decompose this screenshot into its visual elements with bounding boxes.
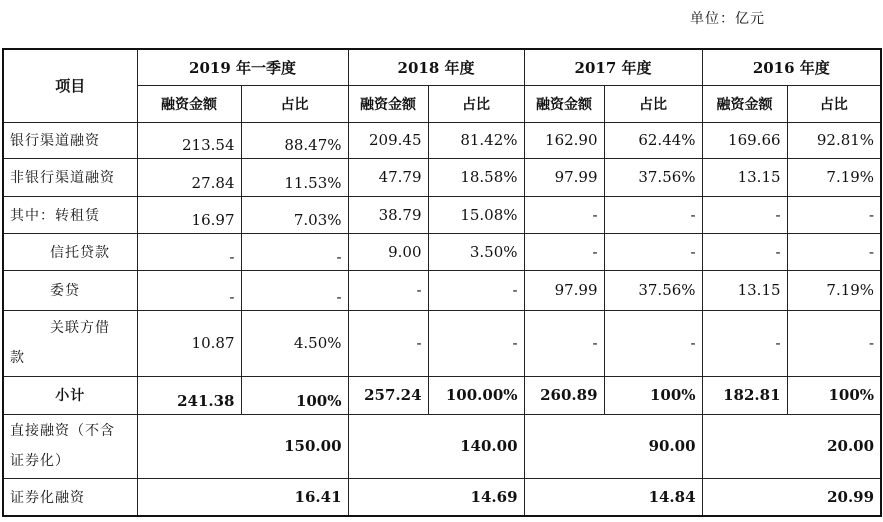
table-cell: -: [787, 233, 881, 270]
merged-value-cell: 90.00: [524, 414, 702, 478]
table-cell: -: [241, 270, 348, 310]
table-cell: -: [604, 196, 702, 233]
table-cell: 182.81: [702, 376, 787, 414]
table-cell: 100%: [604, 376, 702, 414]
amount-header: 融资金额: [524, 85, 604, 122]
table-cell: 7.03%: [241, 196, 348, 233]
amount-header: 融资金额: [702, 85, 787, 122]
direct-financing-row: [3, 414, 881, 478]
table-cell: 260.89: [524, 376, 604, 414]
table-cell: 92.81%: [787, 122, 881, 158]
table-cell: -: [702, 233, 787, 270]
subtotal-row: [3, 376, 881, 414]
table-cell: -: [524, 233, 604, 270]
table-cell: 9.00: [348, 233, 428, 270]
table-row: [3, 233, 881, 270]
row-label: [3, 310, 137, 376]
table-row: [3, 270, 881, 310]
table-row: [3, 310, 881, 376]
table-cell: 7.19%: [787, 270, 881, 310]
amount-header: 融资金额: [348, 85, 428, 122]
table-cell: 81.42%: [428, 122, 524, 158]
row-label: 委贷: [3, 270, 137, 310]
item-header: 项目: [3, 49, 137, 122]
merged-value-cell: 140.00: [348, 414, 524, 478]
table-row: [3, 122, 881, 158]
table-cell: 3.50%: [428, 233, 524, 270]
merged-value-cell: 14.84: [524, 478, 702, 516]
table-cell: 7.19%: [787, 158, 881, 196]
table-cell: -: [524, 310, 604, 376]
table-cell: 15.08%: [428, 196, 524, 233]
row-label-line2: 证券化）: [10, 453, 70, 469]
financing-table: [2, 48, 882, 517]
table-cell: 16.97: [137, 196, 241, 233]
table-cell: 18.58%: [428, 158, 524, 196]
table-cell: 13.15: [702, 270, 787, 310]
table-cell: 11.53%: [241, 158, 348, 196]
table-cell: 213.54: [137, 122, 241, 158]
row-label: 信托贷款: [3, 233, 137, 270]
table-cell: 10.87: [137, 310, 241, 376]
table-cell: 100.00%: [428, 376, 524, 414]
row-label-line2: 款: [10, 350, 25, 366]
table-cell: 47.79: [348, 158, 428, 196]
table-row: [3, 196, 881, 233]
table-cell: 97.99: [524, 158, 604, 196]
row-label: 非银行渠道融资: [3, 158, 137, 196]
table-cell: -: [137, 233, 241, 270]
amount-header: 融资金额: [137, 85, 241, 122]
merged-value-cell: 16.41: [137, 478, 348, 516]
period-header: 2017 年度: [524, 49, 702, 85]
ratio-header: 占比: [787, 85, 881, 122]
ratio-header: 占比: [241, 85, 348, 122]
row-label: 小计: [3, 376, 137, 414]
ratio-header: 占比: [428, 85, 524, 122]
row-label-line1: 直接融资（不含: [10, 423, 115, 439]
row-label: [3, 414, 137, 478]
merged-value-cell: 20.00: [702, 414, 881, 478]
table-cell: -: [787, 196, 881, 233]
table-cell: 88.47%: [241, 122, 348, 158]
merged-value-cell: 14.69: [348, 478, 524, 516]
table-cell: 38.79: [348, 196, 428, 233]
table-cell: -: [428, 270, 524, 310]
row-label: 银行渠道融资: [3, 122, 137, 158]
table-cell: -: [604, 310, 702, 376]
period-header: 2019 年一季度: [137, 49, 348, 85]
merged-value-cell: 150.00: [137, 414, 348, 478]
table-cell: -: [428, 310, 524, 376]
table-row: [3, 158, 881, 196]
period-header: 2016 年度: [702, 49, 881, 85]
table-cell: -: [524, 196, 604, 233]
table-cell: -: [702, 196, 787, 233]
period-header: 2018 年度: [348, 49, 524, 85]
row-label: 证券化融资: [3, 478, 137, 516]
table-cell: 97.99: [524, 270, 604, 310]
table-cell: 100%: [241, 376, 348, 414]
table-cell: -: [787, 310, 881, 376]
table-cell: -: [702, 310, 787, 376]
table-cell: 13.15: [702, 158, 787, 196]
table-cell: 100%: [787, 376, 881, 414]
securitization-row: [3, 478, 881, 516]
table-cell: 257.24: [348, 376, 428, 414]
table-cell: 62.44%: [604, 122, 702, 158]
unit-label: 单位：亿元: [690, 11, 765, 27]
table-cell: 27.84: [137, 158, 241, 196]
table-cell: 37.56%: [604, 270, 702, 310]
ratio-header: 占比: [604, 85, 702, 122]
table-cell: 162.90: [524, 122, 604, 158]
table-cell: 37.56%: [604, 158, 702, 196]
table-cell: 169.66: [702, 122, 787, 158]
row-label: 其中：转租赁: [3, 196, 137, 233]
table-cell: -: [241, 233, 348, 270]
merged-value-cell: 20.99: [702, 478, 881, 516]
table-cell: 241.38: [137, 376, 241, 414]
table-cell: 209.45: [348, 122, 428, 158]
table-cell: -: [604, 233, 702, 270]
header-period-row: [3, 49, 881, 85]
table-cell: -: [348, 270, 428, 310]
table-cell: 4.50%: [241, 310, 348, 376]
table-cell: -: [137, 270, 241, 310]
table-cell: -: [348, 310, 428, 376]
row-label-line1: 关联方借: [50, 320, 110, 336]
